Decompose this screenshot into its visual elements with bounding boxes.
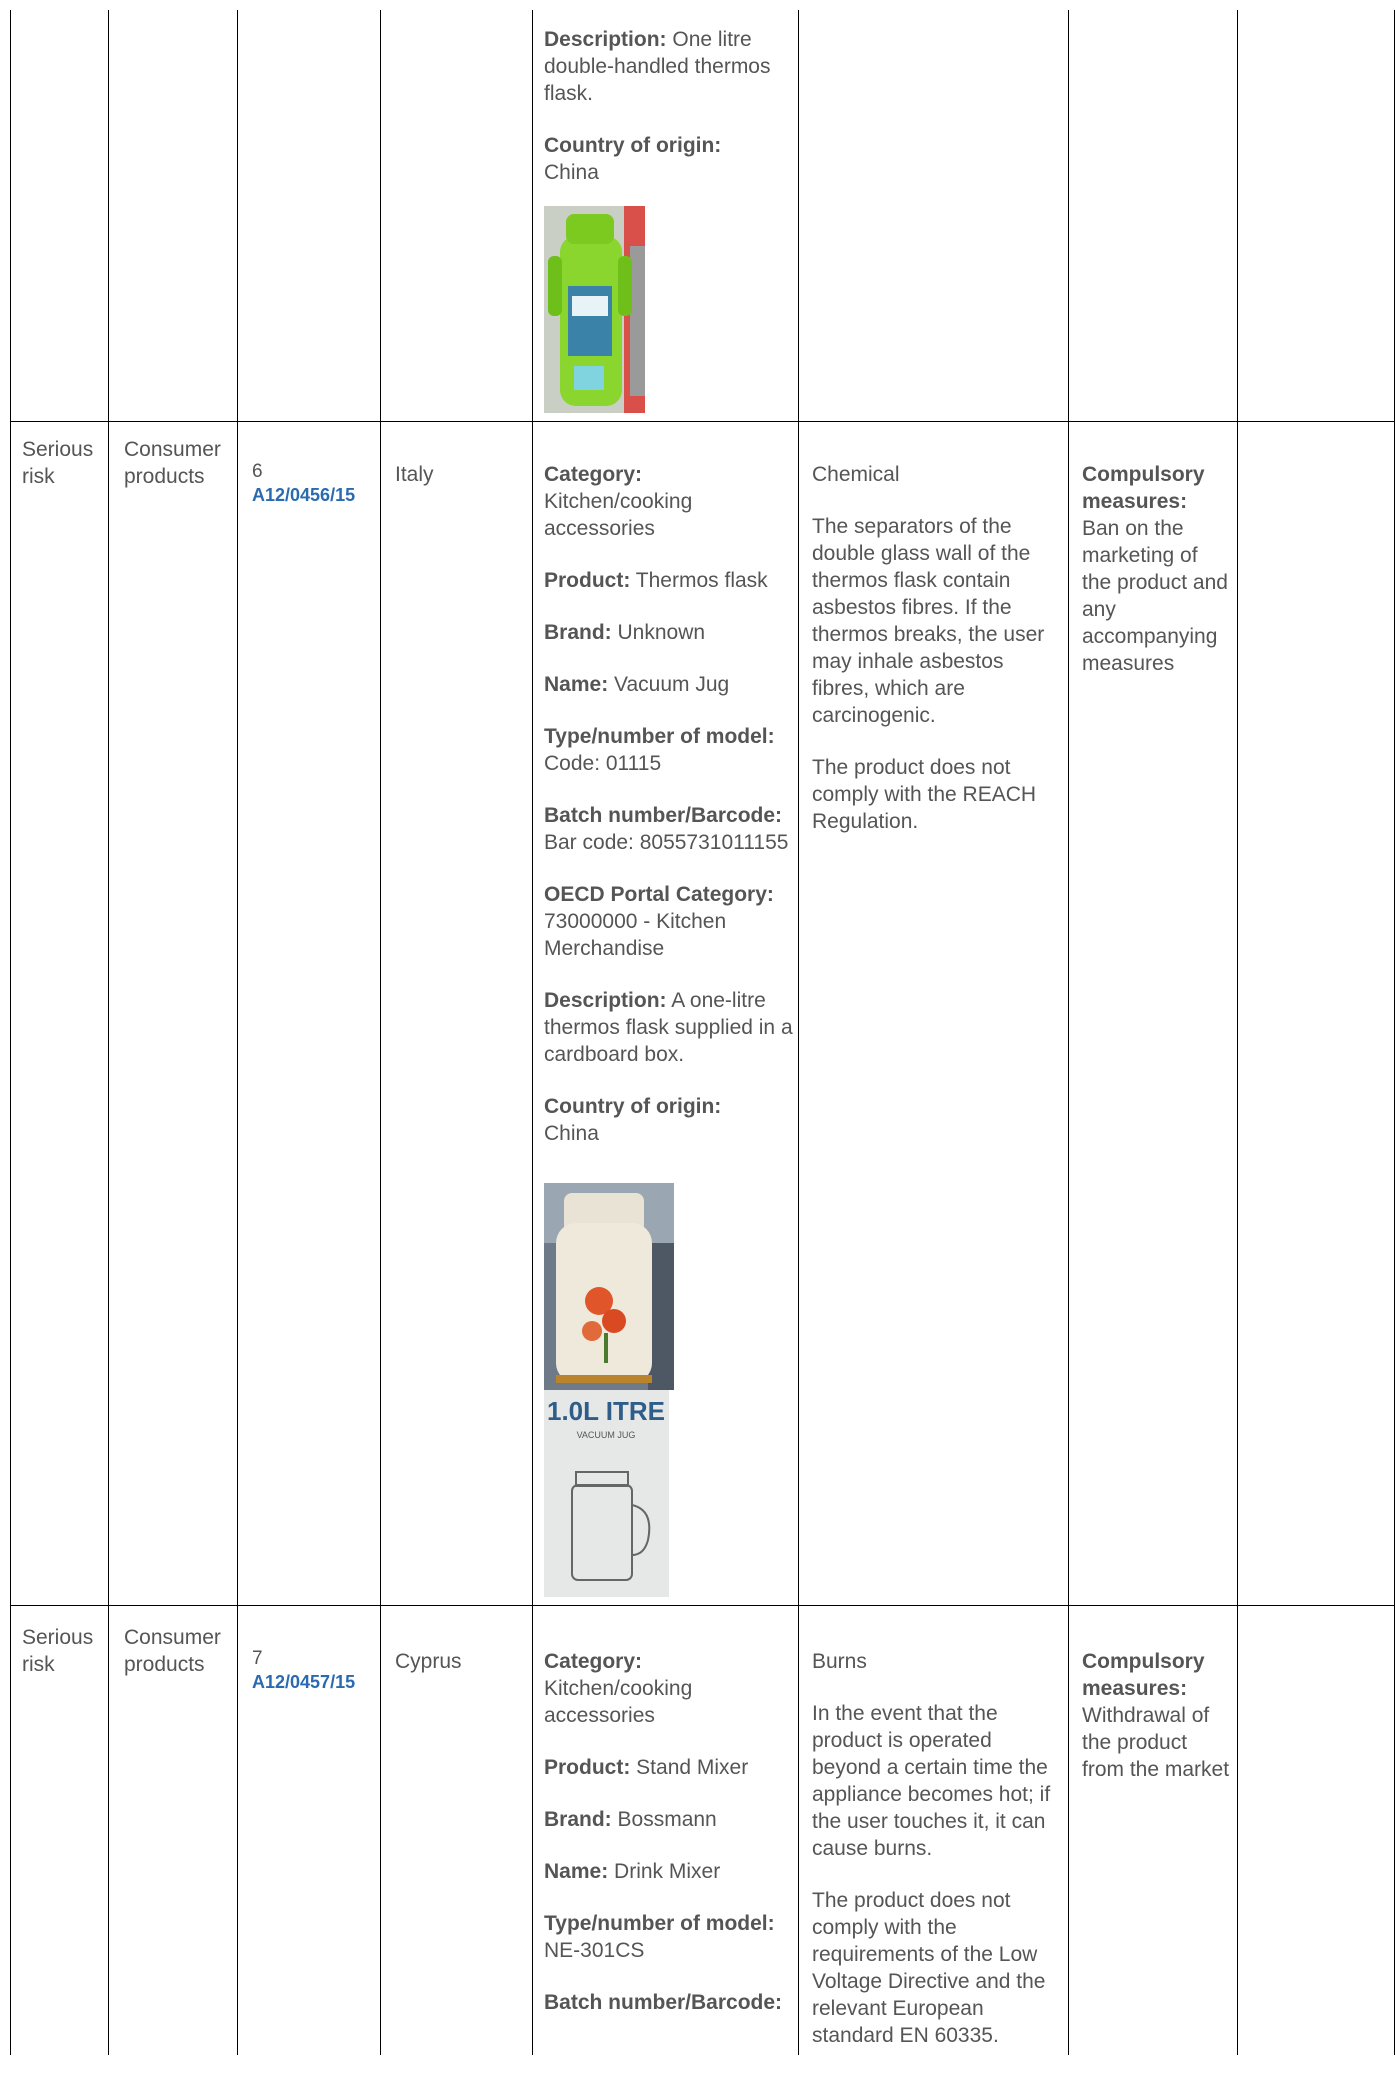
product-field: Brand: Bossmann <box>544 1808 717 1831</box>
product-image <box>544 1390 669 1597</box>
risk-description: The product does not comply with the REACH Regulation. <box>812 756 1037 833</box>
table-border <box>10 1605 1395 1606</box>
risk-type: Chemical <box>812 463 900 486</box>
notifying-country: Cyprus <box>395 1650 462 1673</box>
measures-value: Withdrawal of the product from the market <box>1082 1704 1230 1781</box>
table-border <box>1068 10 1069 2055</box>
product-field: Country of origin: China <box>544 134 722 184</box>
product-field: Name: Drink Mixer <box>544 1860 721 1883</box>
product-field: Type/number of model: Code: 01115 <box>544 725 775 775</box>
product-type: Consumer products <box>124 438 221 488</box>
notifying-country: Italy <box>395 463 434 486</box>
table-border <box>10 421 1395 422</box>
product-field: Country of origin: China <box>544 1095 722 1145</box>
table-border <box>1237 10 1238 2055</box>
product-field: Type/number of model: NE-301CS <box>544 1912 775 1962</box>
product-image <box>544 206 645 413</box>
risk-description: The product does not comply with the requirements of the Low Voltage Directive and the relevant European standard EN 60335. <box>812 1889 1046 2047</box>
product-field: Category: Kitchen/cooking accessories <box>544 1650 693 1727</box>
table-border <box>532 10 533 2055</box>
product-field: Batch number/Barcode: Bar code: 8055731011155 <box>544 804 789 854</box>
risk-cell <box>812 1648 1064 2074</box>
product-field: Product: Stand Mixer <box>544 1756 749 1779</box>
measures-value: Ban on the marketing of the product and any accompanying measures <box>1082 517 1228 675</box>
risk-type: Burns <box>812 1650 867 1673</box>
product-field: Name: Vacuum Jug <box>544 673 730 696</box>
risk-level: Serious risk <box>22 438 94 488</box>
table-border <box>380 10 381 2055</box>
svg-text:VACUUM JUG: VACUUM JUG <box>576 1430 636 1440</box>
measures-label: Compulsory measures: <box>1082 1650 1205 1700</box>
product-field: OECD Portal Category: 73000000 - Kitchen Merchandise <box>544 883 774 960</box>
svg-text:1.0L ITRE: 1.0L ITRE <box>546 1396 666 1426</box>
measures-cell <box>1082 1648 1232 1783</box>
product-field: Brand: Unknown <box>544 621 706 644</box>
product-details-cell <box>544 461 794 1172</box>
table-border <box>237 10 238 2055</box>
measures-label: Compulsory measures: <box>1082 463 1205 513</box>
product-field: Description: A one-litre thermos flask supplied in a cardboard box. <box>544 989 793 1066</box>
product-details-cell <box>544 26 794 211</box>
notification-number: 6 A12/0456/15 <box>252 461 377 507</box>
product-field: Product: Thermos flask <box>544 569 768 592</box>
product-details-cell <box>544 1648 794 2041</box>
measures-cell <box>1082 461 1232 677</box>
reference-link[interactable]: A12/0457/15 <box>252 1672 356 1692</box>
risk-level: Serious risk <box>22 1626 94 1676</box>
table-border <box>798 10 799 2055</box>
product-field: Batch number/Barcode: <box>544 1991 783 2014</box>
product-type: Consumer products <box>124 1626 221 1676</box>
risk-cell <box>812 461 1064 860</box>
table-border <box>108 10 109 2055</box>
risk-description: In the event that the product is operated beyond a certain time the appliance becomes hot; if the user touches it, it can cause burns. <box>812 1702 1051 1860</box>
product-field: Category: Kitchen/cooking accessories <box>544 463 693 540</box>
risk-description: The separators of the double glass wall of the thermos flask contain asbestos fibres. If the thermos breaks, the user may inhale asbestos fibres, which are carcinogenic. <box>812 515 1045 727</box>
notification-number: 7 A12/0457/15 <box>252 1648 377 1694</box>
table-border <box>10 10 11 2055</box>
product-image <box>544 1183 674 1390</box>
product-field: Description: One litre double-handled thermos flask. <box>544 28 771 105</box>
reference-link[interactable]: A12/0456/15 <box>252 485 356 505</box>
